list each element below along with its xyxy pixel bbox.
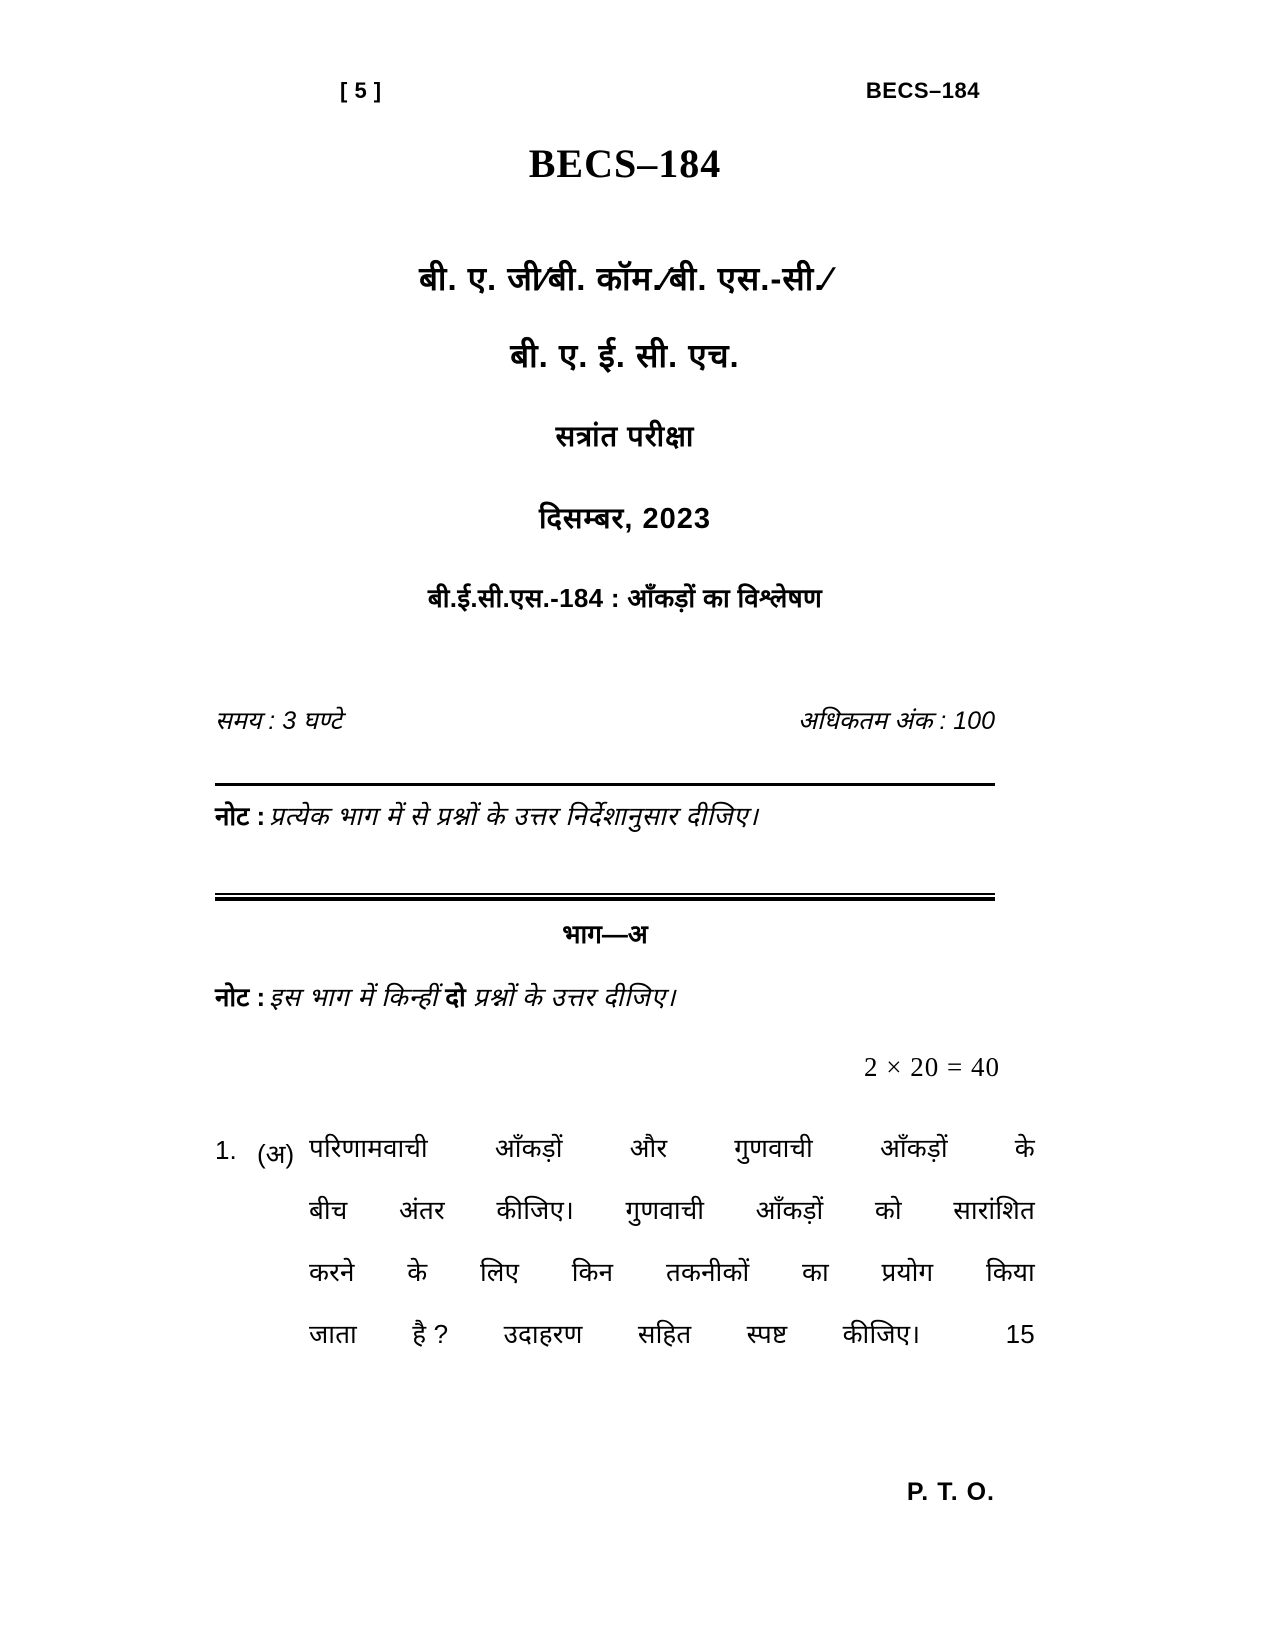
question-word: जाता <box>309 1319 357 1349</box>
question-word: परिणामवाची <box>309 1133 428 1163</box>
title-block <box>190 262 1060 615</box>
question-word: बीच <box>309 1195 348 1225</box>
question-line-3 <box>309 1259 1035 1285</box>
question-word: का <box>802 1257 829 1287</box>
question-word: आँकड़ों <box>494 1133 563 1163</box>
maximum-marks: अधिकतम अंक : 100 <box>797 707 995 735</box>
program-line-1: बी. ए. जी∕बी. कॉम.∕बी. एस.-सी.∕ <box>419 260 831 297</box>
question-word: लिए <box>480 1257 520 1287</box>
question-word: तकनीकों <box>665 1257 750 1287</box>
question-word: के <box>1014 1133 1035 1163</box>
question-word: सारांशित <box>953 1195 1035 1225</box>
note-part-label: नोट : <box>215 982 266 1012</box>
question-word: गुणवाची <box>625 1195 705 1225</box>
question-word: अंतर <box>398 1195 445 1225</box>
question-word: किन <box>571 1257 614 1287</box>
running-head <box>215 78 1035 104</box>
question-body <box>309 1135 1035 1347</box>
question-line-4 <box>309 1321 1035 1347</box>
note-general-label: नोट : <box>215 801 266 831</box>
horizontal-rule-top <box>215 783 995 786</box>
question-word: स्पष्ट <box>746 1319 788 1349</box>
time-allowed: समय : 3 घण्टे <box>215 707 343 735</box>
question-word: को <box>874 1195 902 1225</box>
question-word: गुणवाची <box>734 1133 813 1163</box>
note-part-text-before: इस भाग में किन्हीं <box>269 982 438 1012</box>
note-part-emphasis: दो <box>445 982 466 1012</box>
question-word: है ? <box>412 1319 449 1349</box>
running-head-paper-code: BECS–184 <box>865 78 980 103</box>
question-word: सहित <box>637 1319 692 1349</box>
part-heading: भाग—अ <box>562 919 648 949</box>
program-line-2: बी. ए. ई. सी. एच. <box>510 337 740 374</box>
note-general <box>215 797 1025 833</box>
exam-month-year: दिसम्बर, 2023 <box>539 503 711 535</box>
question-word: उदाहरण <box>503 1319 583 1349</box>
question-line-2 <box>309 1197 1035 1223</box>
question-part-label: (अ) <box>257 1139 295 1169</box>
paper-code-heading: BECS–184 <box>528 141 722 186</box>
question-word: और <box>629 1133 668 1163</box>
note-part-a <box>215 978 1025 1014</box>
question-word: किया <box>986 1257 1035 1287</box>
question-word: के <box>407 1257 428 1287</box>
exam-meta-row <box>215 703 1035 737</box>
course-subject-line: बी.ई.सी.एस.-184 : आँकड़ों का विश्लेषण <box>427 583 823 613</box>
page-turn-over-note: P. T. O. <box>906 1478 995 1506</box>
question-line-1 <box>309 1135 1035 1161</box>
marks-expression: 2 × 20 = 40 <box>864 1052 1000 1082</box>
question-1 <box>215 1135 1035 1347</box>
question-number: 1. <box>215 1135 237 1165</box>
note-part-text-after: प्रश्नों के उत्तर दीजिए। <box>473 982 676 1012</box>
question-word: कीजिए। <box>842 1319 921 1349</box>
exam-name: सत्रांत परीक्षा <box>555 421 695 453</box>
question-word: प्रयोग <box>881 1257 934 1287</box>
question-marks: 15 <box>1005 1319 1035 1349</box>
note-general-text: प्रत्येक भाग में से प्रश्नों के उत्तर निर्देशानुसार दीजिए। <box>269 801 759 831</box>
page-marker: [ 5 ] <box>340 78 382 103</box>
question-1-row <box>215 1135 1035 1347</box>
question-word: करने <box>309 1257 355 1287</box>
question-word: आँकड़ों <box>879 1133 948 1163</box>
question-word: कीजिए। <box>496 1195 575 1225</box>
question-word: आँकड़ों <box>755 1195 824 1225</box>
